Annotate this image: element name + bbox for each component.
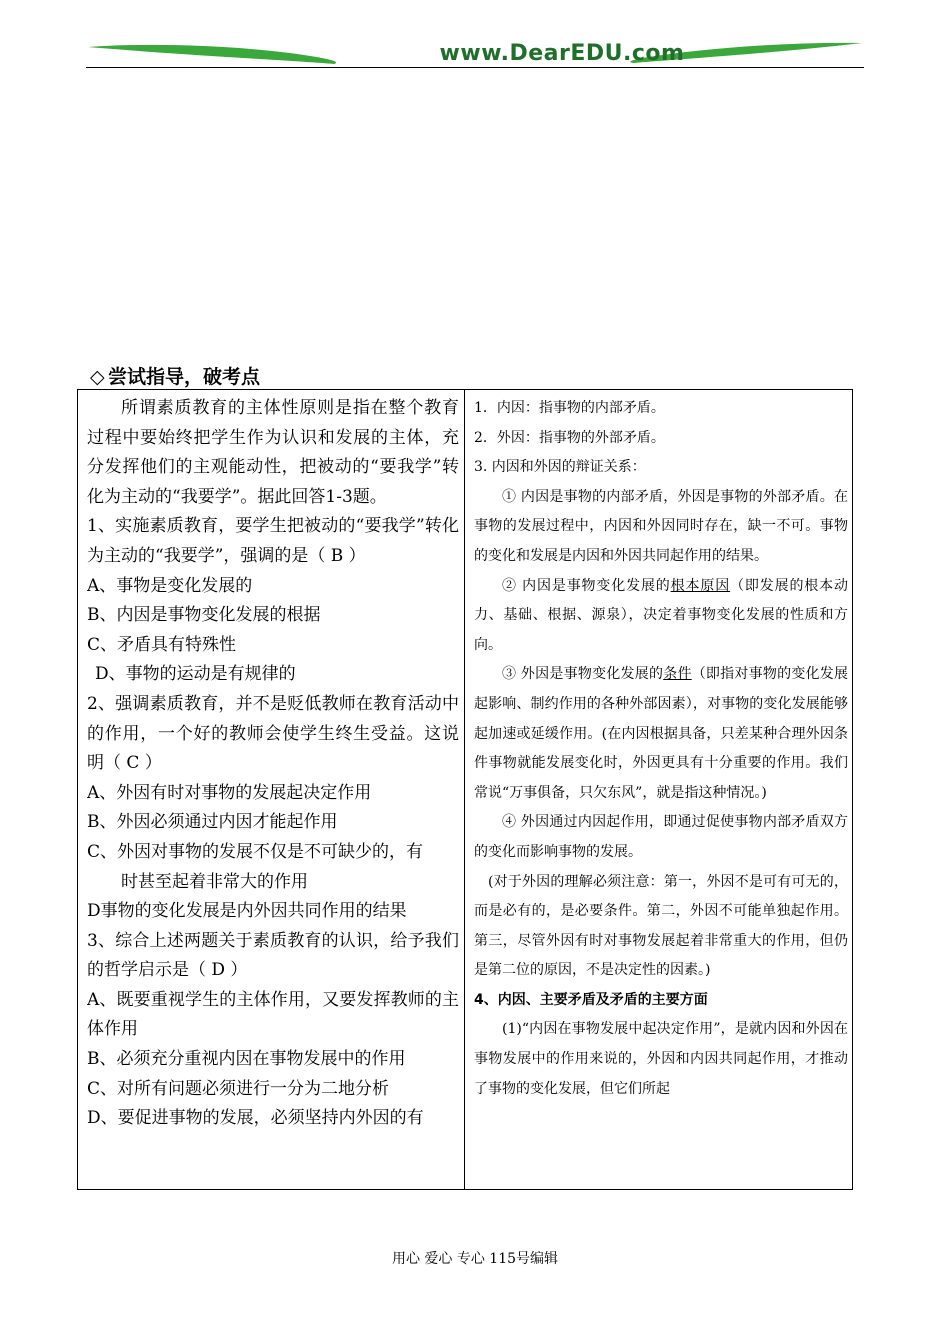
page-footer: 用心 爱心 专心 115号编辑 <box>391 1251 559 1267</box>
questions-column <box>87 394 459 1186</box>
question-2-option-c-line2: 时甚至起着非常大的作用 <box>121 871 308 892</box>
question-2-option-a: A、外因有时对事物的发展起决定作用 <box>87 782 372 803</box>
item-3-text-post: （即指对事物的变化发展起影响、制约作用的各种外部因素），对事物的变化发展能够起加速或延缓作用。(在内因根据具备，只差某种合理外因条件事物就能发展变化时，外因更具有十分重要的作用。我们常说“万事俱备，只欠东风”，就是指这种情况。) <box>474 666 848 801</box>
question-3-option-b: B、必须充分重视内因在事物发展中的作用 <box>87 1049 406 1070</box>
point-4-item-1: (1)“内因在事物发展中起决定作用”，是就内因和外因在事物发展中的作用来说的，外因和内因共同起作用，才推动了事物的变化发展，但它们所起 <box>474 1021 848 1097</box>
intro-paragraph: 所谓素质教育的主体性原则是指在整个教育过程中要始终把学生作为认识和发展的主体，充分发挥他们的主观能动性，把被动的“要我学”转化为主动的“我要学”。据此回答1-3题。 <box>87 398 459 507</box>
question-2-option-c-line1: C、外因对事物的发展不仅是不可缺少的，有 <box>87 841 424 862</box>
brand-logo-text: www.DearEDU.com <box>439 41 685 66</box>
knowledge-points-column <box>474 394 848 1186</box>
question-1-option-c: C、矛盾具有特殊性 <box>87 634 237 655</box>
external-cause-note: (对于外因的理解必须注意：第一，外因不是可有可无的，而是必有的，是必要条件。第二，外因不可能单独起作用。第三，尽管外因有时对事物发展起着非常重大的作用，但仍是第二位的原因，不是决定性的因素。) <box>474 873 848 979</box>
item-2-text-pre: ② 内因是事物变化发展的 <box>502 577 671 594</box>
point-3-item-1: ① 内因是事物的内部矛盾，外因是事物的外部矛盾。在事物的发展过程中，内因和外因同时存在，缺一不可。事物的变化和发展是内因和外因共同起作用的结果。 <box>474 488 848 564</box>
question-2-option-b: B、外因必须通过内因才能起作用 <box>87 812 338 833</box>
content-table <box>77 389 853 1190</box>
page-header <box>86 40 864 70</box>
section-title <box>90 362 260 389</box>
question-2: 2、强调素质教育，并不是贬低教师在教育活动中的作用，一个好的教师会使学生终生受益。这说明（ C ） <box>87 693 459 774</box>
question-3-option-d: D、要促进事物的发展，必须坚持内外因的有 <box>87 1108 424 1129</box>
point-1: 1．内因：指事物的内部矛盾。 <box>474 400 665 416</box>
diamond-outline-icon: ◇ <box>90 366 105 388</box>
question-3-option-a: A、既要重视学生的主体作用，又要发挥教师的主体作用 <box>87 989 459 1040</box>
point-2: 2．外因：指事物的外部矛盾。 <box>474 429 665 446</box>
item-2-text-post: （即发展的根本动力、基础、根据、源泉），决定着事物变化发展的性质和方向。 <box>474 577 848 653</box>
question-1-option-b: B、内因是事物变化发展的根据 <box>87 605 321 626</box>
point-4-heading: 4、内因、主要矛盾及矛盾的主要方面 <box>474 991 708 1008</box>
question-2-option-d: D事物的变化发展是内外因共同作用的结果 <box>87 901 407 922</box>
item-3-text-pre: ③ 外因是事物变化发展的 <box>502 666 664 683</box>
question-1-option-d: D、事物的运动是有规律的 <box>95 664 296 685</box>
section-title-text: 尝试指导，破考点 <box>108 366 261 388</box>
question-3-option-c: C、对所有问题必须进行一分为二地分析 <box>87 1078 390 1099</box>
point-3: 3. 内因和外因的辩证关系： <box>474 459 646 476</box>
column-divider <box>464 390 465 1189</box>
question-1-option-a: A、事物是变化发展的 <box>87 575 253 596</box>
point-3-item-2 <box>474 572 848 661</box>
header-rule <box>86 67 864 68</box>
item-2-underlined: 根本原因 <box>670 577 731 594</box>
item-3-underlined: 条件 <box>663 666 692 683</box>
point-3-item-3 <box>474 660 848 808</box>
question-3: 3、综合上述两题关于素质教育的认识，给予我们的哲学启示是（ D ） <box>87 930 459 981</box>
question-1: 1、实施素质教育，要学生把被动的“要我学”转化为主动的“我要学”，强调的是（ B ） <box>87 516 459 566</box>
point-3-item-4: ④ 外因通过内因起作用，即通过促使事物内部矛盾双方的变化而影响事物的发展。 <box>474 814 848 860</box>
